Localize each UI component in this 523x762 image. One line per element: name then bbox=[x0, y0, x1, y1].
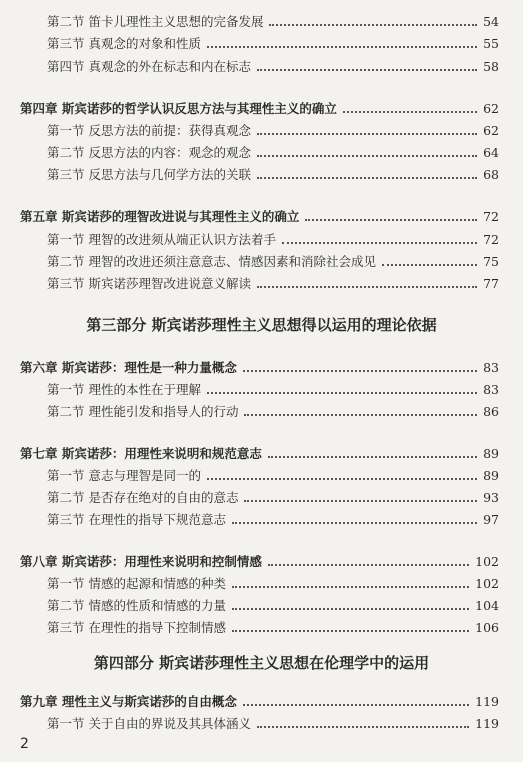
toc-entry bbox=[0, 32, 523, 52]
toc-chapter-label: 第九章 理性主义与斯宾诺莎的自由概念 bbox=[20, 694, 237, 709]
toc-entry-label: 第一节 理智的改进须从端正认识方法着手 bbox=[47, 232, 276, 247]
toc-chapter-label: 第四章 斯宾诺莎的哲学认识反思方法与其理性主义的确立 bbox=[20, 101, 337, 116]
toc-chapter-page: 72 bbox=[483, 209, 499, 224]
toc-entry-label: 第二节 笛卡儿理性主义思想的完备发展 bbox=[47, 14, 264, 29]
dot-leader bbox=[244, 500, 477, 502]
toc-entry-page: 104 bbox=[475, 598, 499, 613]
toc-chapter-label: 第八章 斯宾诺莎：用理性来说明和控制情感 bbox=[20, 554, 262, 569]
toc-entry-label: 第一节 关于自由的界说及其具体涵义 bbox=[47, 716, 251, 731]
toc-chapter-label: 第五章 斯宾诺莎的理智改进说与其理性主义的确立 bbox=[20, 209, 300, 224]
toc-entry-label: 第四节 真观念的外在标志和内在标志 bbox=[47, 59, 251, 74]
dot-leader bbox=[257, 69, 477, 71]
toc-chapter bbox=[0, 690, 523, 710]
toc-entry bbox=[0, 228, 523, 248]
toc-chapter bbox=[0, 442, 523, 462]
dot-leader bbox=[244, 414, 477, 416]
toc-chapter-page: 102 bbox=[475, 554, 499, 569]
toc-chapter-page: 83 bbox=[483, 360, 499, 375]
toc-entry bbox=[0, 594, 523, 614]
toc-entry-page: 68 bbox=[483, 167, 499, 182]
toc-entry-page: 102 bbox=[475, 576, 499, 591]
toc-entry bbox=[0, 141, 523, 161]
toc-entry-label: 第三节 在理性的指导下规范意志 bbox=[47, 512, 226, 527]
toc-chapter bbox=[0, 550, 523, 570]
dot-leader bbox=[257, 155, 477, 157]
toc-entry-label: 第三节 在理性的指导下控制情感 bbox=[47, 620, 226, 635]
dot-leader bbox=[207, 46, 477, 48]
dot-leader bbox=[232, 522, 477, 524]
toc-chapter-label: 第六章 斯宾诺莎：理性是一种力量概念 bbox=[20, 360, 237, 375]
toc-entry-page: 86 bbox=[483, 404, 499, 419]
toc-entry-page: 119 bbox=[475, 716, 499, 731]
dot-leader bbox=[207, 478, 477, 480]
toc-entry-page: 58 bbox=[483, 59, 499, 74]
toc-entry-page: 54 bbox=[483, 14, 499, 29]
toc-entry-label: 第三节 真观念的对象和性质 bbox=[47, 36, 201, 51]
toc-chapter-label: 第七章 斯宾诺莎：用理性来说明和规范意志 bbox=[20, 446, 262, 461]
dot-leader bbox=[269, 24, 477, 26]
toc-entry bbox=[0, 10, 523, 30]
page-number: 2 bbox=[20, 736, 29, 752]
toc-chapter-page: 62 bbox=[483, 101, 499, 116]
toc-chapter bbox=[0, 97, 523, 117]
toc-entry-page: 75 bbox=[483, 254, 499, 269]
toc-entry bbox=[0, 400, 523, 420]
toc-entry-label: 第二节 理性能引发和指导人的行动 bbox=[47, 404, 239, 419]
dot-leader bbox=[257, 177, 477, 179]
toc-entry bbox=[0, 616, 523, 636]
toc-entry bbox=[0, 119, 523, 139]
dot-leader bbox=[232, 630, 469, 632]
toc-entry-label: 第一节 情感的起源和情感的种类 bbox=[47, 576, 226, 591]
toc-chapter-page: 119 bbox=[475, 694, 499, 709]
toc-entry-label: 第一节 意志与理智是同一的 bbox=[47, 468, 201, 483]
dot-leader bbox=[257, 726, 469, 728]
dot-leader bbox=[282, 242, 477, 244]
dot-leader bbox=[207, 392, 477, 394]
dot-leader bbox=[268, 564, 469, 566]
toc-entry-label: 第三节 斯宾诺莎理智改进说意义解读 bbox=[47, 276, 251, 291]
toc-entry-page: 77 bbox=[483, 276, 499, 291]
toc-entry-page: 83 bbox=[483, 382, 499, 397]
toc-entry bbox=[0, 250, 523, 270]
dot-leader bbox=[257, 286, 477, 288]
toc-entry bbox=[0, 378, 523, 398]
toc-entry bbox=[0, 486, 523, 506]
dot-leader bbox=[343, 111, 477, 113]
toc-chapter bbox=[0, 205, 523, 225]
toc-entry-label: 第一节 理性的本性在于理解 bbox=[47, 382, 201, 397]
dot-leader bbox=[305, 219, 477, 221]
toc-entry-page: 93 bbox=[483, 490, 499, 505]
dot-leader bbox=[232, 586, 469, 588]
dot-leader bbox=[382, 264, 477, 266]
toc-chapter-page: 89 bbox=[483, 446, 499, 461]
toc-entry-label: 第二节 是否存在绝对的自由的意志 bbox=[47, 490, 239, 505]
toc-entry-label: 第二节 情感的性质和情感的力量 bbox=[47, 598, 226, 613]
toc-entry-page: 62 bbox=[483, 123, 499, 138]
toc-entry bbox=[0, 712, 523, 732]
toc-entry-label: 第二节 理智的改进还须注意意志、情感因素和消除社会成见 bbox=[47, 254, 376, 269]
toc-entry bbox=[0, 464, 523, 484]
dot-leader bbox=[232, 608, 469, 610]
dot-leader bbox=[243, 704, 469, 706]
dot-leader bbox=[243, 370, 477, 372]
toc-entry bbox=[0, 272, 523, 292]
toc-entry-label: 第二节 反思方法的内容：观念的观念 bbox=[47, 145, 251, 160]
toc-entry bbox=[0, 572, 523, 592]
toc-entry-page: 64 bbox=[483, 145, 499, 160]
toc-entry bbox=[0, 163, 523, 183]
toc-entry-label: 第三节 反思方法与几何学方法的关联 bbox=[47, 167, 251, 182]
toc-entry-page: 72 bbox=[483, 232, 499, 247]
dot-leader bbox=[257, 133, 477, 135]
toc-entry-page: 97 bbox=[483, 512, 499, 527]
toc-entry-page: 89 bbox=[483, 468, 499, 483]
toc-chapter bbox=[0, 356, 523, 376]
toc-entry-page: 55 bbox=[483, 36, 499, 51]
dot-leader bbox=[268, 456, 477, 458]
toc-entry bbox=[0, 55, 523, 75]
toc-entry bbox=[0, 508, 523, 528]
toc-entry-page: 106 bbox=[475, 620, 499, 635]
toc-entry-label: 第一节 反思方法的前提：获得真观念 bbox=[47, 123, 251, 138]
toc-part-heading: 第四部分 斯宾诺莎理性主义思想在伦理学中的运用 bbox=[93, 654, 430, 672]
toc-part-heading: 第三部分 斯宾诺莎理性主义思想得以运用的理论依据 bbox=[86, 316, 437, 334]
